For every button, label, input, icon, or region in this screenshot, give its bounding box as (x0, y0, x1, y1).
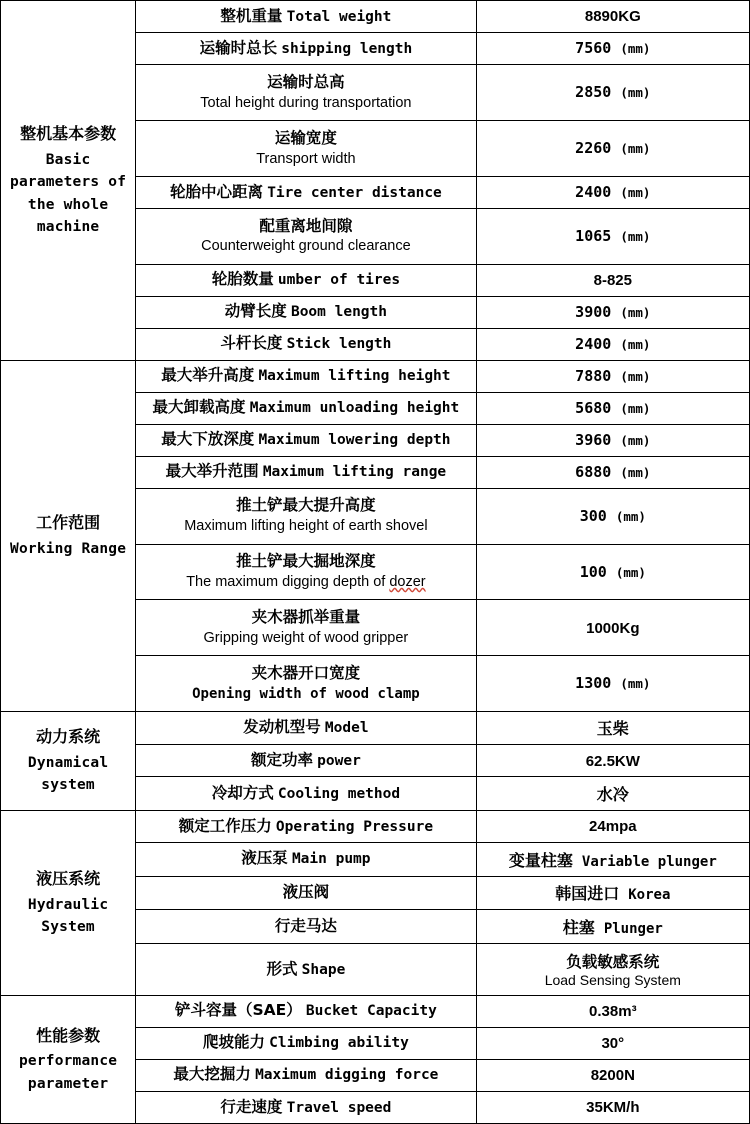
parameter-name-en: Travel speed (286, 1099, 392, 1116)
group-label-cn: 性能参数 (36, 1025, 101, 1045)
parameter-value-cell (476, 328, 749, 360)
parameter-name-cell (136, 544, 476, 600)
parameter-name-cell (136, 1059, 476, 1091)
value-text: 8890KG (584, 8, 641, 26)
parameter-value-cell (476, 64, 749, 120)
parameter-name-en: Maximum lifting range (262, 464, 447, 481)
parameter-name-cn: 夹木器开口宽度 (251, 664, 361, 683)
value-text: 100 (579, 562, 607, 581)
parameter-name-cell (136, 488, 476, 544)
group-label-en: Basic parameters of the whole machine (10, 151, 127, 236)
value-unit: (mm) (620, 465, 651, 481)
parameter-name-cell (136, 264, 476, 296)
value-unit: (mm) (620, 433, 651, 449)
parameter-value-cell (476, 656, 749, 711)
parameter-name-cn: 轮胎数量 (211, 270, 274, 289)
value-text: 7880 (575, 367, 612, 386)
value-unit: (mm) (620, 369, 651, 385)
parameter-name-en: Stick length (286, 336, 392, 353)
value-unit: (mm) (620, 305, 651, 321)
parameter-name-en: Total height during transportation (200, 94, 412, 111)
parameter-name-cn: 夹木器抓举重量 (251, 608, 361, 627)
value-unit: (mm) (620, 229, 651, 245)
parameter-name-en: Main pump (291, 851, 371, 868)
parameter-name-cell (136, 1091, 476, 1123)
parameter-name-en: Cooling method (277, 785, 401, 802)
value-unit: (mm) (615, 509, 646, 525)
parameter-value-cell (476, 456, 749, 488)
parameter-name-cell (136, 656, 476, 711)
value-text: 0.38m³ (589, 1003, 637, 1021)
parameter-name-en: Climbing ability (269, 1035, 409, 1052)
parameter-value-cell (476, 995, 749, 1027)
value-unit: (mm) (620, 41, 651, 57)
group-header-cell (1, 711, 136, 810)
parameter-value-cell (476, 296, 749, 328)
parameter-value-cell (476, 176, 749, 208)
parameter-value-cell (476, 32, 749, 64)
parameter-value-cell (476, 120, 749, 176)
parameter-name-en: Total weight (286, 8, 392, 25)
parameter-name-cn: 液压阀 (282, 883, 330, 902)
value-en: Plunger (603, 921, 663, 938)
group-label-en: Working Range (10, 540, 127, 557)
parameter-name-cell (136, 208, 476, 264)
group-header-cell (1, 1, 136, 361)
parameter-value-cell (476, 944, 749, 996)
parameter-name-en: Tire center distance (267, 184, 442, 201)
table-row (1, 711, 750, 745)
value-text: 62.5KW (585, 752, 640, 770)
parameter-value-cell (476, 777, 749, 811)
parameter-name-cn: 额定功率 (250, 750, 313, 769)
table-row (1, 1, 750, 33)
value-unit: (mm) (620, 676, 651, 692)
parameter-value-cell (476, 1059, 749, 1091)
parameter-name-cn: 最大下放深度 (161, 430, 255, 449)
parameter-name-cn: 斗杆长度 (220, 334, 283, 353)
value-cn: 负载敏感系统 (566, 953, 660, 972)
group-header-cell (1, 995, 136, 1123)
parameter-name-cn: 铲斗容量（SAE） (174, 1001, 302, 1020)
parameter-name-cell (136, 120, 476, 176)
value-unit: (mm) (615, 564, 646, 580)
parameter-name-cn: 冷却方式 (211, 783, 274, 802)
parameter-value-cell (476, 208, 749, 264)
parameter-value-cell (476, 264, 749, 296)
value-cn: 韩国进口 (555, 884, 620, 904)
value-text: 1000Kg (586, 619, 640, 637)
value-text: 6880 (575, 463, 612, 482)
parameter-name-cn: 额定工作压力 (178, 816, 272, 835)
parameter-name-cell (136, 842, 476, 876)
parameter-name-cn: 最大卸载高度 (152, 398, 246, 417)
value-text: 35KM/h (586, 1099, 640, 1117)
parameter-name-en: Maximum lifting height (258, 368, 451, 385)
parameter-value-cell (476, 810, 749, 842)
parameter-name-en: Shape (301, 961, 346, 978)
parameter-value-cell (476, 1027, 749, 1059)
parameter-name-cn: 动臂长度 (224, 302, 287, 321)
parameter-name-cell (136, 360, 476, 392)
parameter-name-en: Opening width of wood clamp (192, 686, 420, 702)
value-text: 2260 (575, 139, 612, 158)
parameter-name-en: umber of tires (277, 272, 401, 289)
parameter-name-cn: 最大举升范围 (165, 462, 259, 481)
value-text: 30° (601, 1035, 625, 1053)
parameter-name-cn: 形式 (266, 959, 298, 978)
value-text: 1065 (575, 227, 612, 246)
parameter-name-en: Transport width (256, 150, 356, 167)
parameter-name-cell (136, 456, 476, 488)
parameter-name-en: Model (324, 720, 369, 737)
parameter-name-cn: 运输时总长 (199, 38, 278, 57)
parameter-value-cell (476, 876, 749, 910)
group-label-en: performance parameter (18, 1053, 118, 1092)
value-text: 2850 (575, 83, 612, 102)
parameter-name-cn: 整机重量 (220, 6, 283, 25)
group-label-en: Dynamical system (27, 754, 109, 794)
parameter-name-cell (136, 745, 476, 777)
parameter-value-cell (476, 488, 749, 544)
parameter-name-cn: 推土铲最大掘地深度 (236, 552, 376, 571)
parameter-name-en: Maximum digging force (255, 1067, 439, 1084)
parameter-name-cn: 配重离地间隙 (259, 216, 353, 235)
parameter-name-cell (136, 64, 476, 120)
parameter-name-en: Maximum unloading height (249, 400, 460, 417)
value-text: 8200N (590, 1067, 635, 1085)
parameter-name-en: Boom length (290, 304, 387, 321)
value-text: 5680 (575, 399, 612, 418)
parameter-name-cell (136, 328, 476, 360)
parameter-name-en: Counterweight ground clearance (201, 238, 411, 255)
parameter-name-en: Maximum lifting height of earth shovel (184, 518, 428, 535)
value-unit: (mm) (620, 401, 651, 417)
parameter-name-en: Gripping weight of wood gripper (203, 630, 409, 647)
table-row (1, 810, 750, 842)
parameter-value-cell (476, 392, 749, 424)
parameter-value-cell (476, 600, 749, 656)
parameter-name-cell (136, 600, 476, 656)
parameter-name-cell (136, 1027, 476, 1059)
parameter-value-cell (476, 1091, 749, 1123)
group-label-cn: 工作范围 (36, 512, 101, 532)
spellcheck-underline: dozer (389, 574, 426, 591)
value-text: 2400 (575, 335, 612, 354)
parameter-name-cell (136, 944, 476, 996)
value-en: Variable plunger (581, 853, 717, 870)
parameter-name-cell (136, 32, 476, 64)
parameter-name-cell (136, 392, 476, 424)
parameter-name-cell (136, 777, 476, 811)
parameter-name-en: power (317, 752, 361, 769)
parameter-value-cell (476, 910, 749, 944)
parameter-value-cell (476, 745, 749, 777)
parameter-name-en: Maximum lowering depth (258, 432, 451, 449)
parameter-name-cn: 行走速度 (220, 1097, 283, 1116)
parameter-name-cn: 液压泵 (241, 849, 288, 868)
parameter-name-cell (136, 1, 476, 33)
value-unit: (mm) (620, 85, 651, 101)
value-text: 8-825 (593, 272, 632, 290)
parameter-value-cell (476, 842, 749, 876)
value-text: 1300 (575, 674, 612, 693)
parameter-name-cn: 发动机型号 (243, 718, 321, 737)
parameter-name-en: shipping length (281, 40, 413, 57)
group-label-cn: 液压系统 (36, 868, 101, 888)
parameter-name-cn: 运输宽度 (274, 128, 337, 147)
group-label-cn: 整机基本参数 (20, 124, 117, 143)
parameter-name-cell (136, 876, 476, 910)
value-text: 玉柴 (596, 719, 629, 739)
value-cn: 柱塞 (562, 918, 595, 938)
parameter-name-cell (136, 910, 476, 944)
parameter-value-cell (476, 711, 749, 745)
parameter-name-cell (136, 424, 476, 456)
parameter-value-cell (476, 424, 749, 456)
parameter-name-cn: 推土铲最大提升高度 (236, 496, 376, 515)
parameter-value-cell (476, 1, 749, 33)
value-en: Load Sensing System (544, 972, 681, 989)
value-text: 24mpa (589, 818, 637, 836)
value-unit: (mm) (620, 185, 651, 201)
parameter-name-cn: 行走马达 (274, 917, 337, 936)
value-text: 3960 (575, 431, 612, 450)
parameter-name-cn: 爬坡能力 (202, 1033, 265, 1052)
parameter-name-cell (136, 711, 476, 745)
parameter-name-en: Operating Pressure (275, 818, 434, 835)
value-text: 300 (579, 507, 607, 526)
group-header-cell (1, 810, 136, 995)
parameter-name-cn: 最大挖掘力 (173, 1065, 251, 1084)
parameter-name-cell (136, 810, 476, 842)
value-text: 3900 (575, 303, 612, 322)
value-unit: (mm) (620, 141, 651, 157)
value-text: 2400 (575, 183, 612, 202)
parameter-name-cn: 运输时总高 (267, 72, 345, 91)
parameter-value-cell (476, 360, 749, 392)
table-row (1, 995, 750, 1027)
group-label-en: Hydraulic System (27, 896, 109, 936)
parameter-name-cn: 最大举升高度 (161, 366, 255, 385)
parameter-name-cn: 轮胎中心距离 (170, 182, 264, 201)
value-en: Korea (628, 887, 671, 904)
parameter-name-cell (136, 176, 476, 208)
table-row (1, 360, 750, 392)
value-unit: (mm) (620, 337, 651, 353)
value-text: 水冷 (596, 785, 629, 805)
value-cn: 变量柱塞 (508, 850, 573, 870)
group-header-cell (1, 360, 136, 711)
value-text: 7560 (575, 39, 612, 58)
group-label-cn: 动力系统 (36, 726, 101, 746)
parameter-name-en: Bucket Capacity (305, 1003, 437, 1020)
parameter-value-cell (476, 544, 749, 600)
parameter-name-cell (136, 995, 476, 1027)
parameter-name-en: The maximum digging depth of dozer (186, 574, 426, 591)
parameter-name-cell (136, 296, 476, 328)
